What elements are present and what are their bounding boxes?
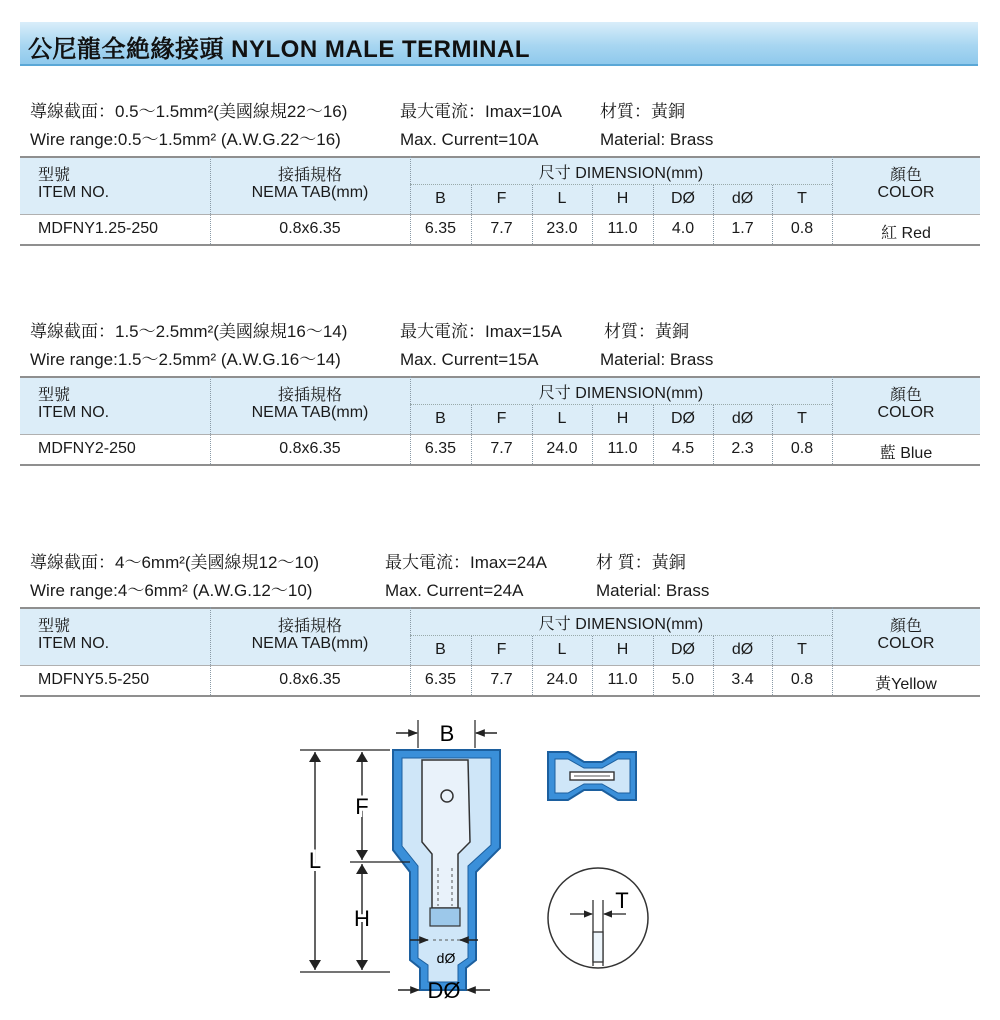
material-en: Material: Brass (600, 130, 714, 149)
header-dim-t: T (797, 190, 807, 207)
wire-range-en: Wire range:4～6mm² (A.W.G.12～10) (30, 581, 313, 600)
header-color-en: COLOR (877, 404, 935, 421)
wire-range-zh: 導線截面：4～6mm²(美國線規12～10) (30, 553, 320, 572)
header-tab-zh: 接插規格 (277, 387, 342, 404)
wire-range-zh: 導線截面：1.5～2.5mm²(美國線規16～14) (30, 322, 348, 341)
row-color: 紅 Red (881, 225, 931, 242)
thickness-detail (548, 868, 648, 968)
row-dim-smalld: 3.4 (731, 671, 754, 688)
header-dim-l: L (557, 641, 567, 658)
header-dimension: 尺寸 DIMENSION(mm) (538, 385, 704, 402)
header-dim-f: F (496, 641, 507, 658)
header-dimension: 尺寸 DIMENSION(mm) (538, 616, 704, 633)
max-current-en: Max. Current=15A (400, 350, 539, 369)
label-b: B (439, 721, 455, 746)
header-item-zh: 型號 (38, 387, 71, 404)
header-dim-b: B (435, 190, 446, 207)
row-dim-l: 23.0 (546, 220, 578, 237)
row-color: 藍 Blue (879, 445, 933, 462)
row-dim-b: 6.35 (424, 220, 457, 237)
header-tab-zh: 接插規格 (277, 167, 342, 184)
label-h: H (354, 906, 370, 931)
row-dim-smalld: 1.7 (731, 220, 754, 237)
row-dim-t: 0.8 (790, 671, 814, 688)
header-dim-l: L (557, 190, 567, 207)
max-current-zh: 最大電流：Imax=24A (385, 553, 548, 572)
label-f: F (355, 794, 369, 819)
max-current-en: Max. Current=10A (400, 130, 539, 149)
label-t: T (615, 888, 629, 913)
row-dim-bigd: 5.0 (671, 671, 695, 688)
header-dim-f: F (496, 410, 507, 427)
row-item: MDFNY2-250 (38, 440, 136, 457)
header-item-en: ITEM NO. (38, 184, 110, 201)
header-dim-f: F (496, 190, 507, 207)
row-dim-f: 7.7 (490, 440, 513, 457)
header-dim-bigd: DØ (671, 641, 695, 658)
row-dim-b: 6.35 (424, 671, 457, 688)
row-tab: 0.8x6.35 (279, 671, 341, 688)
header-item-zh: 型號 (38, 618, 71, 635)
row-dim-h: 11.0 (607, 220, 638, 237)
header-dim-b: B (435, 410, 446, 427)
wire-range-en: Wire range:0.5～1.5mm² (A.W.G.22～16) (30, 130, 341, 149)
header-color-en: COLOR (877, 184, 935, 201)
row-item: MDFNY5.5-250 (38, 671, 150, 688)
header-dim-b: B (435, 641, 446, 658)
row-dim-h: 11.0 (607, 671, 638, 688)
row-dim-l: 24.0 (546, 671, 578, 688)
header-dim-bigd: DØ (671, 190, 695, 207)
terminal-end-view (548, 752, 636, 800)
header-dim-h: H (616, 190, 629, 207)
header-tab-en: NEMA TAB(mm) (251, 184, 369, 201)
header-dim-t: T (797, 410, 807, 427)
material-zh: 材質：黃銅 (600, 102, 685, 121)
material-en: Material: Brass (600, 350, 714, 369)
wire-range-zh: 導線截面：0.5～1.5mm²(美國線規22～16) (30, 102, 348, 121)
row-item: MDFNY1.25-250 (38, 220, 159, 237)
header-color-zh: 顏色 (889, 387, 922, 404)
row-dim-t: 0.8 (790, 440, 814, 457)
header-dim-h: H (616, 641, 629, 658)
header-dim-smalld: dØ (731, 190, 754, 207)
header-tab-zh: 接插規格 (277, 618, 342, 635)
label-l: L (308, 848, 322, 873)
row-color: 黃Yellow (875, 676, 937, 693)
header-dim-h: H (616, 410, 629, 427)
label-small-d: dØ (436, 950, 456, 966)
material-en: Material: Brass (596, 581, 710, 600)
row-tab: 0.8x6.35 (279, 220, 341, 237)
row-dim-h: 11.0 (607, 440, 638, 457)
header-dim-l: L (557, 410, 567, 427)
max-current-zh: 最大電流：Imax=10A (400, 102, 563, 121)
wire-range-en: Wire range:1.5～2.5mm² (A.W.G.16～14) (30, 350, 341, 369)
row-dim-t: 0.8 (790, 220, 814, 237)
page-title: 公尼龍全絶緣接頭 NYLON MALE TERMINAL (28, 36, 530, 63)
max-current-en: Max. Current=24A (385, 581, 524, 600)
row-dim-smalld: 2.3 (731, 440, 754, 457)
row-dim-f: 7.7 (490, 220, 513, 237)
row-dim-bigd: 4.0 (671, 220, 695, 237)
row-dim-bigd: 4.5 (671, 440, 695, 457)
row-tab: 0.8x6.35 (279, 440, 341, 457)
header-color-zh: 顏色 (889, 167, 922, 184)
header-dimension: 尺寸 DIMENSION(mm) (538, 165, 704, 182)
header-tab-en: NEMA TAB(mm) (251, 635, 369, 652)
row-dim-b: 6.35 (424, 440, 457, 457)
header-color-en: COLOR (877, 635, 935, 652)
header-dim-t: T (797, 641, 807, 658)
header-item-en: ITEM NO. (38, 404, 110, 421)
header-tab-en: NEMA TAB(mm) (251, 404, 369, 421)
header-dim-smalld: dØ (731, 410, 754, 427)
header-item-en: ITEM NO. (38, 635, 110, 652)
material-zh: 材質：黃銅 (604, 322, 689, 341)
header-item-zh: 型號 (38, 167, 71, 184)
header-dim-smalld: dØ (731, 641, 754, 658)
label-big-d: DØ (427, 978, 461, 1003)
max-current-zh: 最大電流：Imax=15A (400, 322, 563, 341)
row-dim-f: 7.7 (490, 671, 513, 688)
header-dim-bigd: DØ (671, 410, 695, 427)
row-dim-l: 24.0 (546, 440, 578, 457)
material-zh: 材 質：黃銅 (596, 553, 686, 572)
header-color-zh: 顏色 (889, 618, 922, 635)
